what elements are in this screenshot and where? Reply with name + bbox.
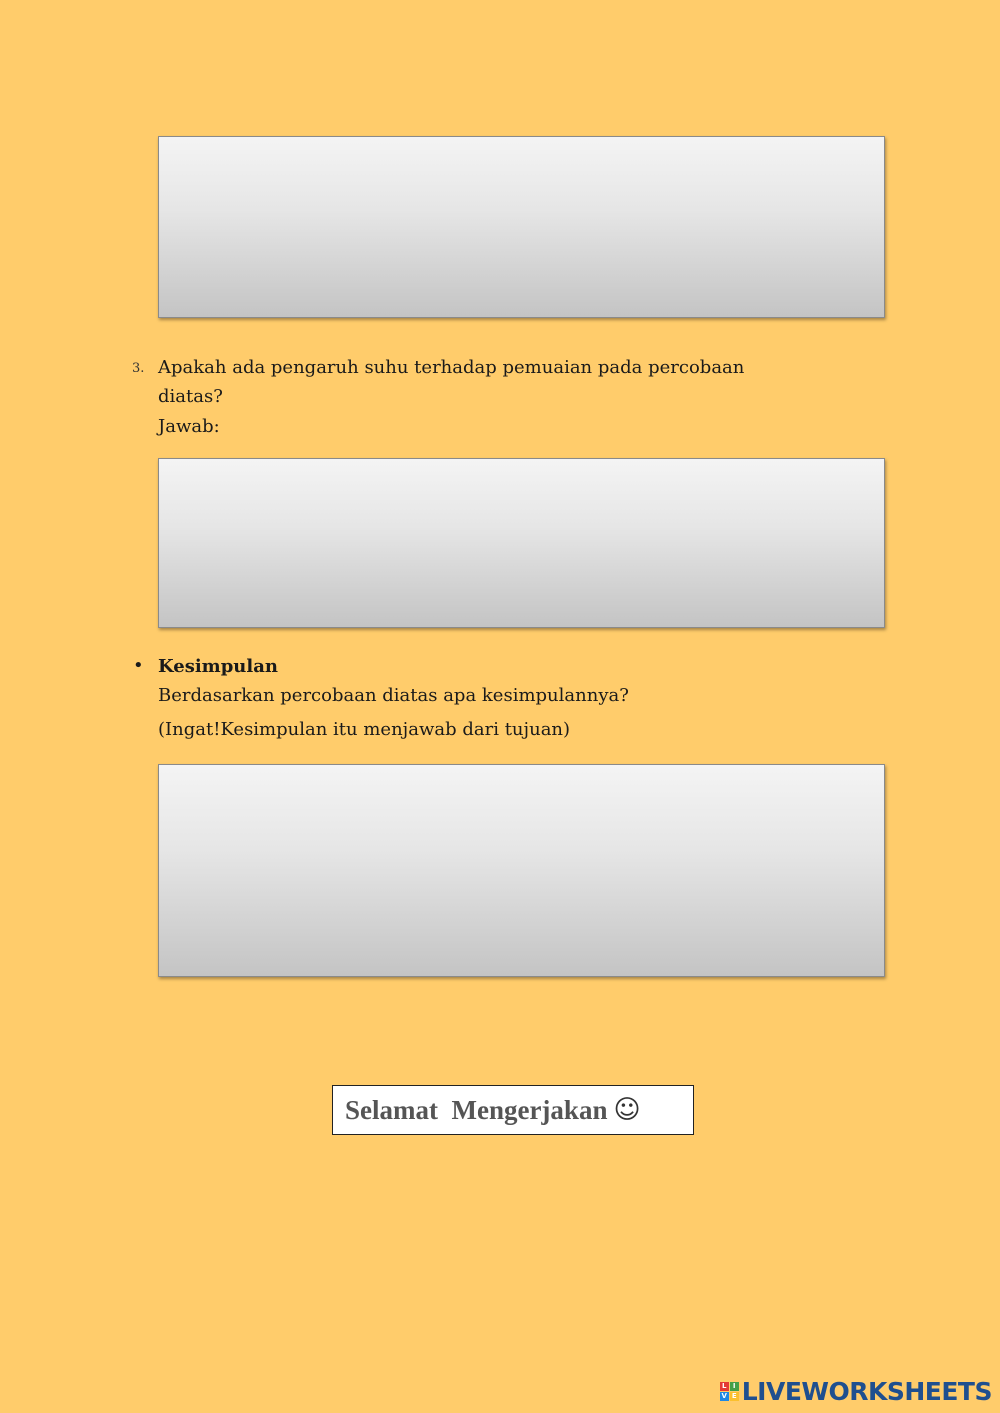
question-text-line-2: diatas? bbox=[158, 386, 223, 407]
question-number: 3. bbox=[132, 361, 145, 376]
logo-letter-e: E bbox=[730, 1392, 739, 1401]
answer-box-1[interactable] bbox=[158, 136, 885, 318]
closing-message-box bbox=[332, 1085, 694, 1135]
conclusion-heading: Kesimpulan bbox=[158, 656, 278, 677]
conclusion-prompt: Berdasarkan percobaan diatas apa kesimpulannya? bbox=[158, 685, 629, 706]
logo-letter-v: V bbox=[721, 1391, 727, 1400]
liveworksheets-logo-icon bbox=[720, 1382, 739, 1401]
closing-message: Selamat Mengerjakan bbox=[345, 1094, 608, 1125]
watermark-text: LIVEWORKSHEETS bbox=[741, 1376, 992, 1406]
answer-box-2[interactable] bbox=[158, 458, 885, 628]
liveworksheets-watermark bbox=[720, 1377, 992, 1405]
smiley-icon: ☺ bbox=[613, 1095, 641, 1125]
answer-label: Jawab: bbox=[158, 416, 220, 437]
question-text-line-1: Apakah ada pengaruh suhu terhadap pemuaian pada percobaan bbox=[158, 357, 745, 378]
conclusion-note: (Ingat!Kesimpulan itu menjawab dari tujuan) bbox=[158, 719, 571, 740]
logo-letter-i: I bbox=[730, 1382, 739, 1391]
logo-letter-l: L bbox=[720, 1382, 729, 1391]
bullet-icon: • bbox=[133, 655, 144, 676]
answer-box-3[interactable] bbox=[158, 764, 885, 977]
